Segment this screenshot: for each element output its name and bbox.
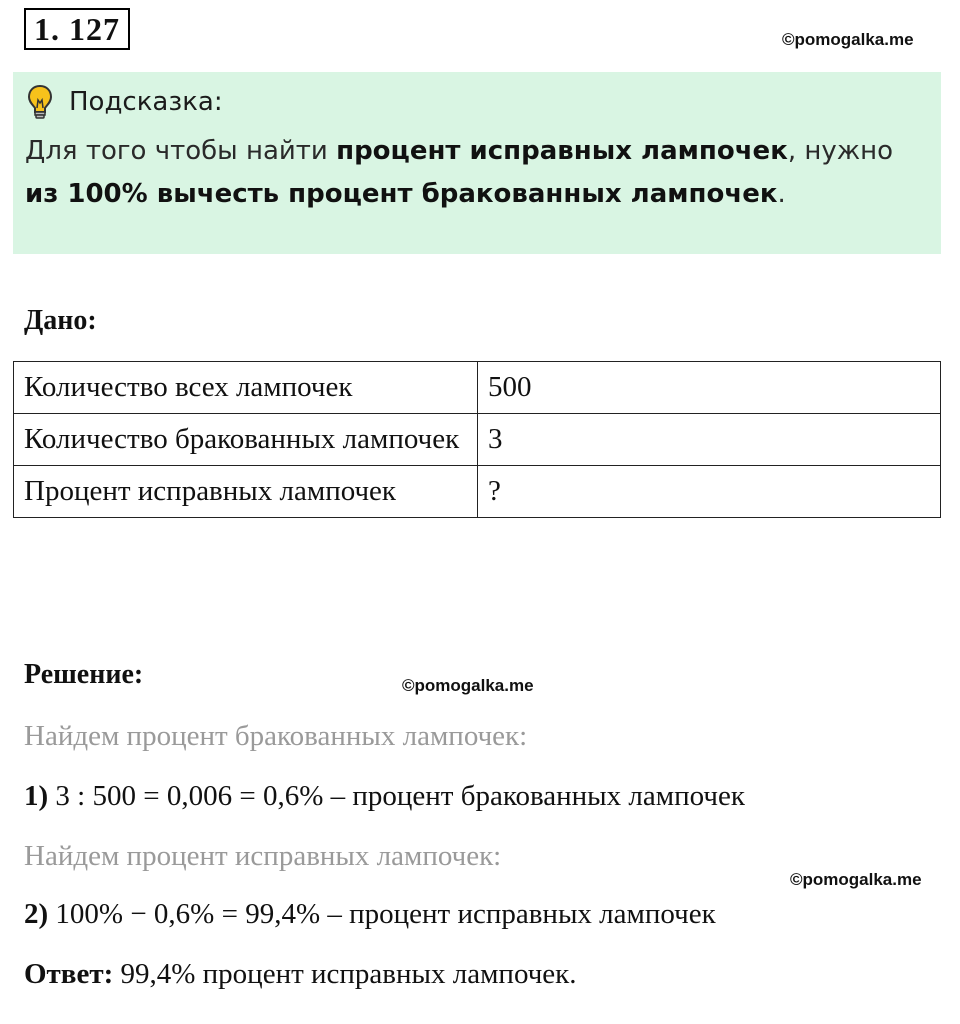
watermark-top: ©pomogalka.me xyxy=(782,30,914,49)
step2-intro: Найдем процент исправных лампочек: xyxy=(24,840,502,872)
table-row xyxy=(14,466,941,518)
given-value: 3 xyxy=(478,414,941,466)
problem-number: 1. 127 xyxy=(24,8,130,50)
given-value: 500 xyxy=(478,362,941,414)
table-row xyxy=(14,414,941,466)
hint-text-part: . xyxy=(777,179,786,209)
given-label: Процент исправных лампочек xyxy=(14,466,478,518)
step1-line xyxy=(24,780,745,813)
given-label: Количество бракованных лампочек xyxy=(14,414,478,466)
hint-text-part: Для того чтобы найти xyxy=(25,136,337,166)
answer-line xyxy=(24,958,577,991)
hint-emphasis: из 100% вычесть процент бракованных лампочек xyxy=(25,179,778,209)
hint-text xyxy=(25,130,925,216)
step2-line xyxy=(24,898,716,931)
hint-emphasis: процент исправных лампочек xyxy=(336,136,788,166)
table-row xyxy=(14,362,941,414)
watermark-middle: ©pomogalka.me xyxy=(402,676,534,695)
answer-text: 99,4% процент исправных лампочек. xyxy=(113,958,577,990)
hint-box xyxy=(13,72,941,254)
given-heading: Дано: xyxy=(24,305,97,336)
step1-intro: Найдем процент бракованных лампочек: xyxy=(24,720,528,752)
step2-text: 100% − 0,6% = 99,4% – процент исправных лампочек xyxy=(48,898,716,930)
lightbulb-icon xyxy=(27,84,53,120)
hint-title: Подсказка: xyxy=(69,87,223,117)
solution-heading: Решение: xyxy=(24,659,144,690)
step1-text: 3 : 500 = 0,006 = 0,6% – процент бракованных лампочек xyxy=(48,780,745,812)
given-table xyxy=(13,361,941,518)
step1-number: 1) xyxy=(24,780,49,812)
watermark-bottom: ©pomogalka.me xyxy=(790,870,922,889)
step2-number: 2) xyxy=(24,898,49,930)
given-value: ? xyxy=(478,466,941,518)
answer-label: Ответ: xyxy=(24,958,114,990)
given-label: Количество всех лампочек xyxy=(14,362,478,414)
hint-text-part: , нужно xyxy=(787,136,894,166)
hint-header xyxy=(27,84,223,120)
